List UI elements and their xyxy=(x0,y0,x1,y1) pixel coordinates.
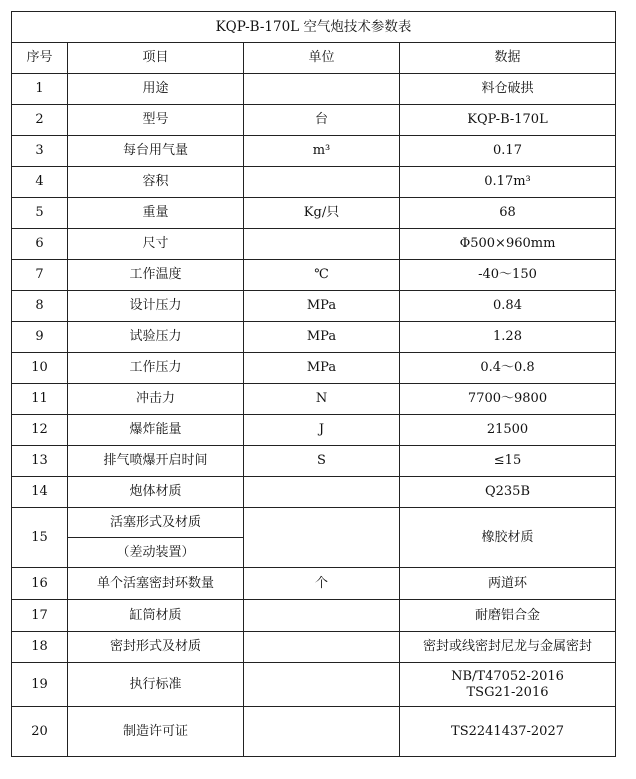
table-row xyxy=(12,353,616,384)
table-row xyxy=(12,477,616,508)
row-item: 排气喷爆开启时间 xyxy=(68,446,244,477)
row-unit xyxy=(244,707,400,757)
header-unit: 单位 xyxy=(244,43,400,74)
table-row xyxy=(12,568,616,600)
row-item: 尺寸 xyxy=(68,229,244,260)
row-no: 8 xyxy=(12,291,68,322)
header-row xyxy=(12,43,616,74)
row-unit: S xyxy=(244,446,400,477)
row-unit: MPa xyxy=(244,353,400,384)
table-row xyxy=(12,229,616,260)
row-unit xyxy=(244,229,400,260)
row-no: 14 xyxy=(12,477,68,508)
row-unit: J xyxy=(244,415,400,446)
row-value: TS2241437-2027 xyxy=(400,707,616,757)
row-unit xyxy=(244,663,400,707)
row-no: 20 xyxy=(12,707,68,757)
row-item: 爆炸能量 xyxy=(68,415,244,446)
row-no: 5 xyxy=(12,198,68,229)
row-value: 68 xyxy=(400,198,616,229)
table-row xyxy=(12,415,616,446)
row-value: ≤15 xyxy=(400,446,616,477)
row-item: 工作温度 xyxy=(68,260,244,291)
row-item: 每台用气量 xyxy=(68,136,244,167)
row-unit xyxy=(244,600,400,632)
row-unit: m³ xyxy=(244,136,400,167)
table-row xyxy=(12,74,616,105)
row-no: 19 xyxy=(12,663,68,707)
row-value: 21500 xyxy=(400,415,616,446)
table-row xyxy=(12,508,616,538)
row-item: 执行标准 xyxy=(68,663,244,707)
row-item: 工作压力 xyxy=(68,353,244,384)
row-item: 重量 xyxy=(68,198,244,229)
row-value-line: NB/T47052-2016 xyxy=(451,668,564,684)
row-item: 用途 xyxy=(68,74,244,105)
row-value: 0.17 xyxy=(400,136,616,167)
row-value-line: TSG21-2016 xyxy=(466,684,549,700)
row-unit xyxy=(244,632,400,663)
row-value: 两道环 xyxy=(400,568,616,600)
row-unit: MPa xyxy=(244,291,400,322)
row-value: 1.28 xyxy=(400,322,616,353)
row-unit xyxy=(244,508,400,568)
row-item: 型号 xyxy=(68,105,244,136)
row-value: 料仓破拱 xyxy=(400,74,616,105)
row-value: 0.84 xyxy=(400,291,616,322)
table-row xyxy=(12,198,616,229)
row-item: 活塞形式及材质 xyxy=(68,508,244,538)
table-row xyxy=(12,136,616,167)
title-row xyxy=(12,12,616,43)
table-row xyxy=(12,600,616,632)
row-item: 单个活塞密封环数量 xyxy=(68,568,244,600)
row-value: KQP-B-170L xyxy=(400,105,616,136)
row-no: 17 xyxy=(12,600,68,632)
row-no: 7 xyxy=(12,260,68,291)
row-item: 设计压力 xyxy=(68,291,244,322)
table-row xyxy=(12,291,616,322)
table-title: KQP-B-170L 空气炮技术参数表 xyxy=(12,12,616,43)
row-item: 容积 xyxy=(68,167,244,198)
row-value: 0.4～0.8 xyxy=(400,353,616,384)
row-no: 4 xyxy=(12,167,68,198)
table-row xyxy=(12,322,616,353)
row-item: 缸筒材质 xyxy=(68,600,244,632)
table-row xyxy=(12,663,616,707)
row-no: 16 xyxy=(12,568,68,600)
header-value: 数据 xyxy=(400,43,616,74)
table-row xyxy=(12,105,616,136)
row-no: 12 xyxy=(12,415,68,446)
header-item: 项目 xyxy=(68,43,244,74)
row-value: Φ500×960mm xyxy=(400,229,616,260)
row-unit: 个 xyxy=(244,568,400,600)
row-no: 15 xyxy=(12,508,68,568)
row-item: 冲击力 xyxy=(68,384,244,415)
row-no: 2 xyxy=(12,105,68,136)
row-item: 制造许可证 xyxy=(68,707,244,757)
row-value: 密封或线密封尼龙与金属密封 xyxy=(400,632,616,663)
row-no: 10 xyxy=(12,353,68,384)
row-value: 耐磨铝合金 xyxy=(400,600,616,632)
row-value: -40～150 xyxy=(400,260,616,291)
row-value: 0.17m³ xyxy=(400,167,616,198)
row-value: Q235B xyxy=(400,477,616,508)
row-no: 18 xyxy=(12,632,68,663)
row-no: 13 xyxy=(12,446,68,477)
row-unit xyxy=(244,477,400,508)
table-row xyxy=(12,707,616,757)
row-item: 密封形式及材质 xyxy=(68,632,244,663)
row-value xyxy=(400,663,616,707)
table-row xyxy=(12,632,616,663)
row-unit: 台 xyxy=(244,105,400,136)
row-unit: N xyxy=(244,384,400,415)
row-item: 炮体材质 xyxy=(68,477,244,508)
row-unit xyxy=(244,167,400,198)
row-no: 6 xyxy=(12,229,68,260)
spec-table xyxy=(11,11,616,757)
row-unit xyxy=(244,74,400,105)
table-row xyxy=(12,446,616,477)
row-value: 7700～9800 xyxy=(400,384,616,415)
row-unit: MPa xyxy=(244,322,400,353)
row-unit: ℃ xyxy=(244,260,400,291)
table-row xyxy=(12,384,616,415)
row-no: 1 xyxy=(12,74,68,105)
row-item-sub: （差动装置） xyxy=(68,538,244,568)
row-no: 3 xyxy=(12,136,68,167)
spec-document xyxy=(11,11,615,757)
table-row xyxy=(12,167,616,198)
row-value: 橡胶材质 xyxy=(400,508,616,568)
header-no: 序号 xyxy=(12,43,68,74)
row-no: 9 xyxy=(12,322,68,353)
table-row xyxy=(12,260,616,291)
row-item: 试验压力 xyxy=(68,322,244,353)
row-no: 11 xyxy=(12,384,68,415)
row-unit: Kg/只 xyxy=(244,198,400,229)
